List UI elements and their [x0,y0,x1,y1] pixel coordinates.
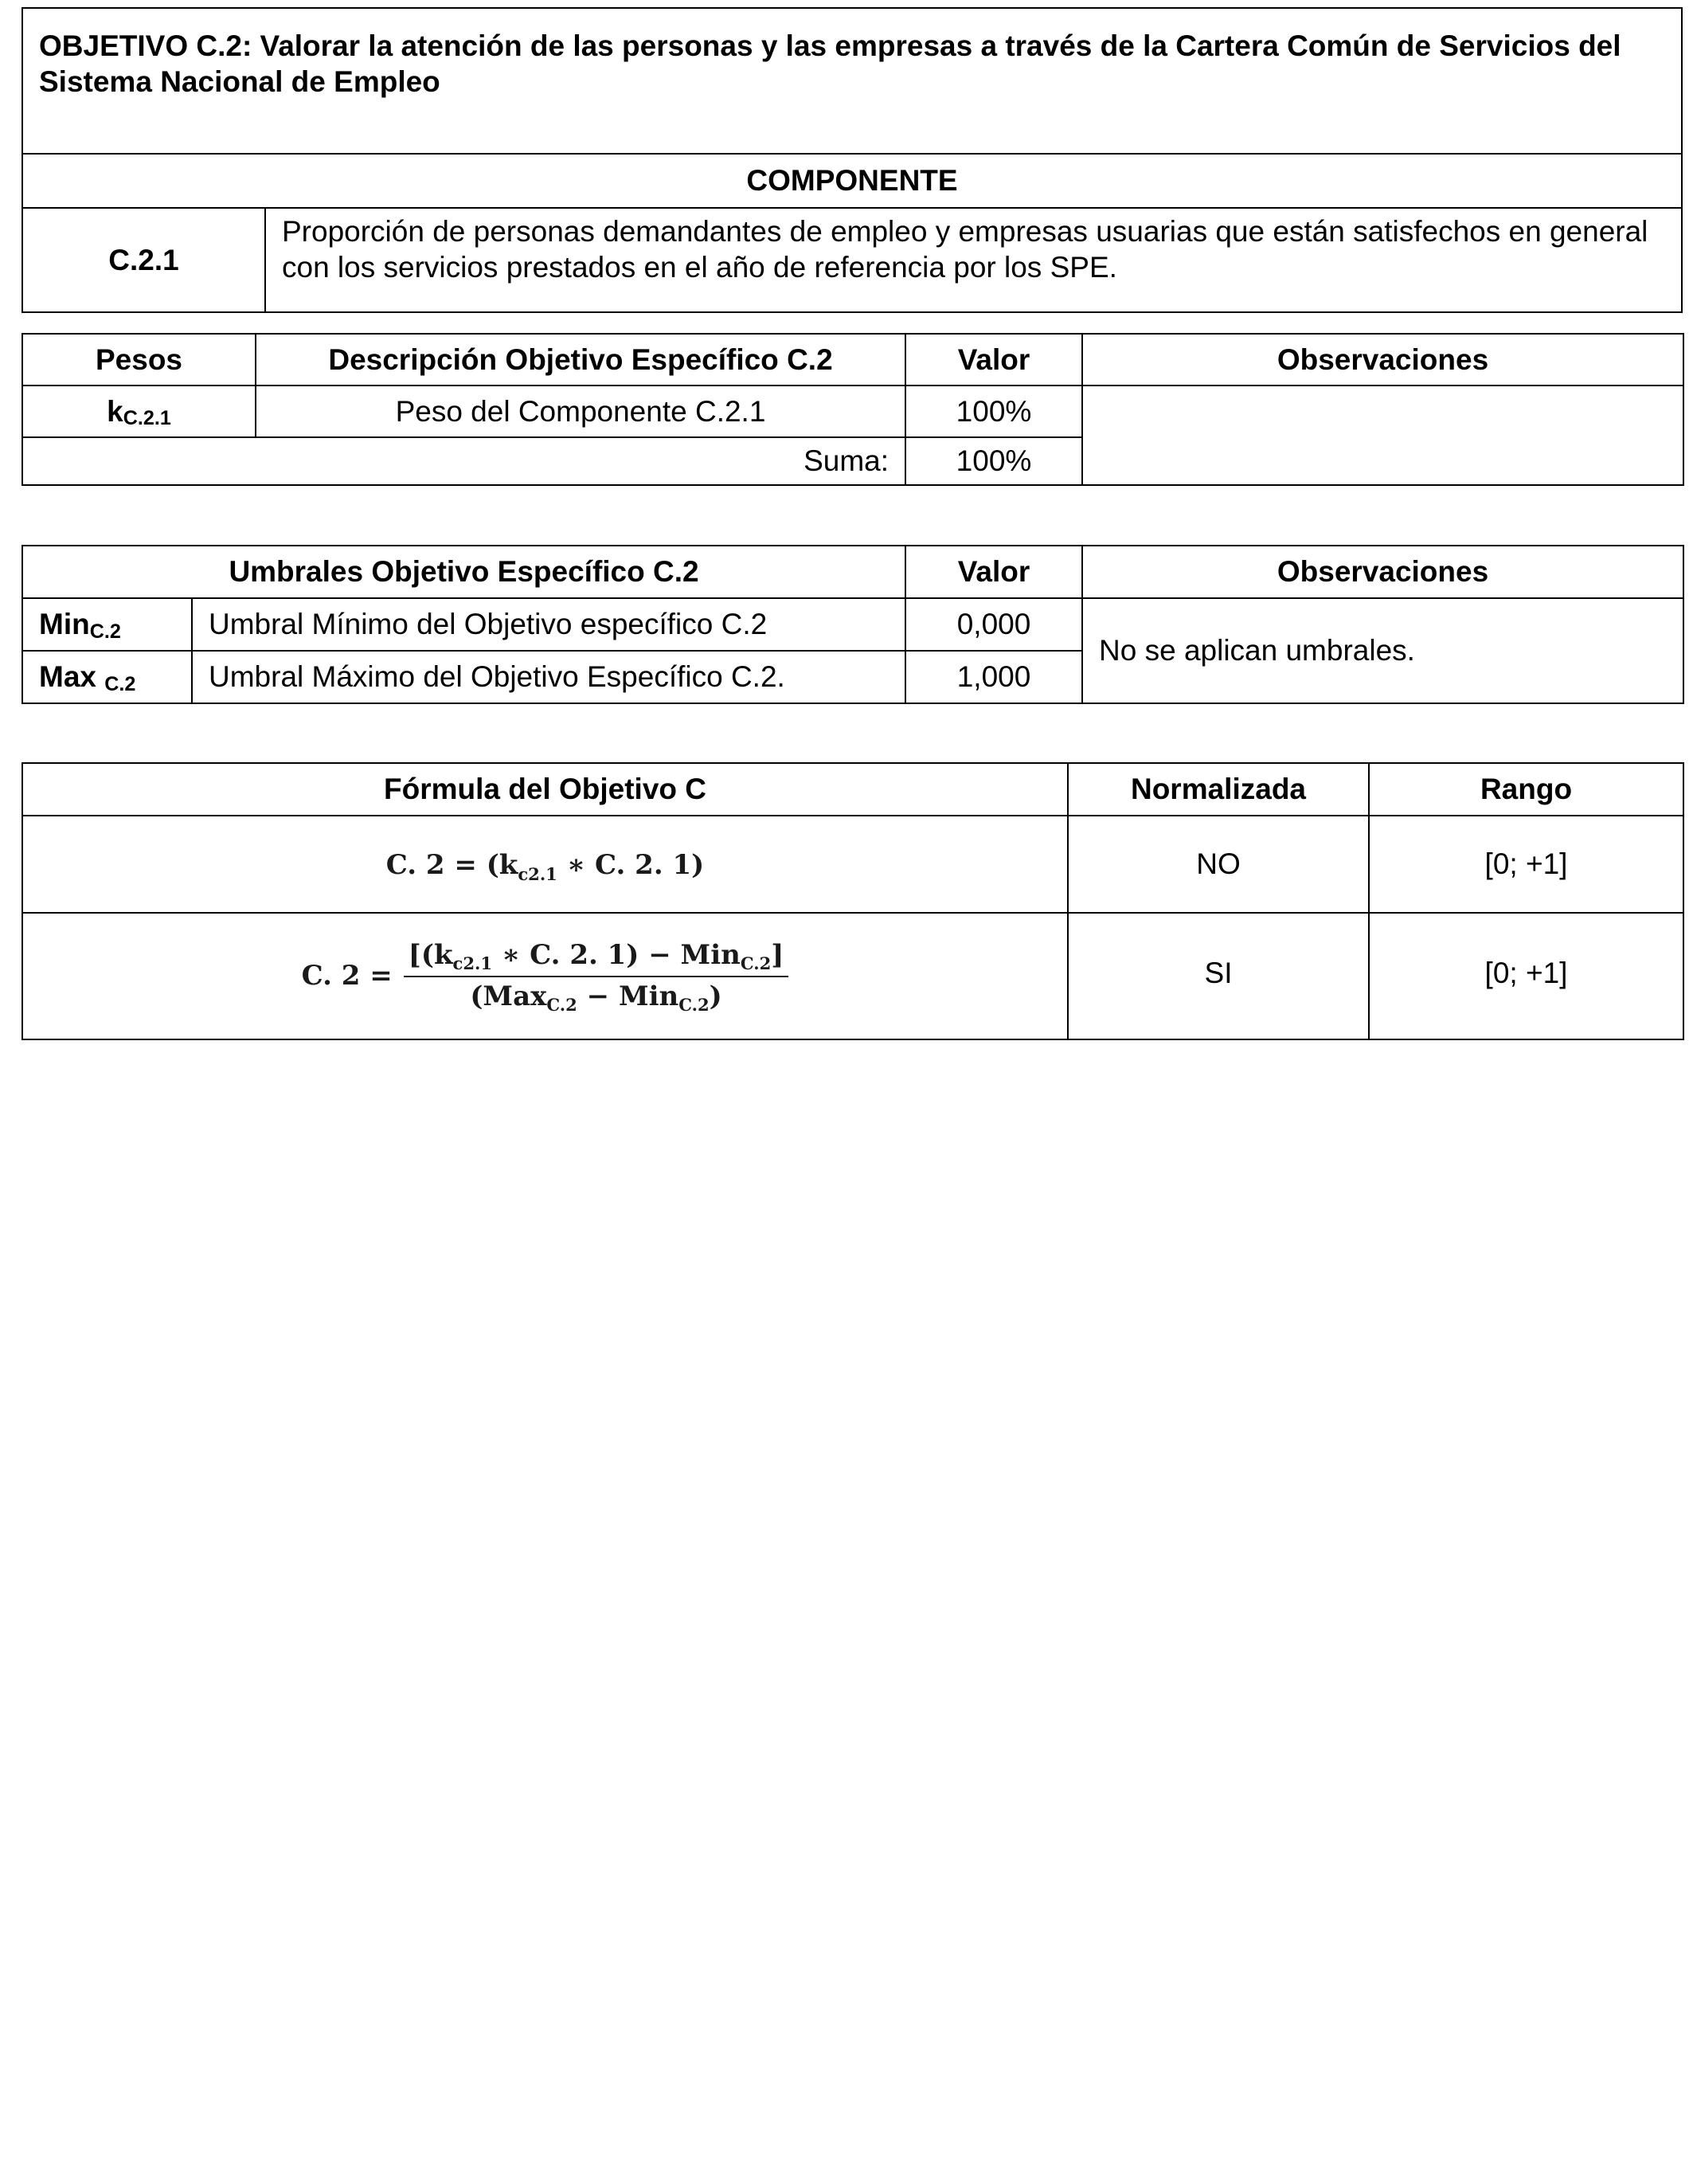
range-value: [0; +1] [1369,816,1683,913]
formula-not-normalized [386,849,705,882]
threshold-min-symbol-sub: C.2 [89,620,121,643]
denominator-sub-b: C.2 [678,994,710,1015]
range-value: [0; +1] [1369,913,1683,1039]
weight-symbol-sub: C.2.1 [123,407,171,430]
thresholds-table [22,545,1684,704]
weights-observations [1082,386,1683,485]
formula-normalized [302,939,789,1013]
header-observaciones: Observaciones [1082,546,1683,598]
weight-symbol-main: k [107,394,123,428]
threshold-min-symbol-main: Min [39,608,90,641]
numerator-sub-b: C.2 [740,953,772,974]
component-header: COMPONENTE [22,154,1682,208]
header-umbrales: Umbrales Objetivo Específico C.2 [22,546,905,598]
weight-value: 100% [905,386,1082,437]
sum-value: 100% [905,437,1082,485]
sum-label: Suma: [22,437,905,485]
formula-fraction [404,939,789,1013]
objective-table [22,7,1683,313]
formula-numerator [404,939,789,977]
formula-table [22,762,1684,1040]
threshold-max-symbol-main: Max [39,660,105,694]
component-description: Proporción de personas demandantes de empleo y empresas usuarias que están satisfechos en general con los servicios prestados en el año de referencia por los SPE. [265,208,1682,312]
threshold-max-value: 1,000 [905,651,1082,703]
threshold-min-description: Umbral Mínimo del Objetivo específico C.2 [192,598,905,651]
formula-rhs: ∗ C. 2. 1) [557,849,705,882]
header-valor: Valor [905,546,1082,598]
formula-lhs: C. 2 = [301,959,393,992]
thresholds-observations: No se aplican umbrales. [1082,598,1683,703]
normalized-value: SI [1068,913,1369,1039]
header-descripcion: Descripción Objetivo Específico C.2 [256,334,905,386]
header-valor: Valor [905,334,1082,386]
denominator-part-c: ) [709,980,722,1012]
numerator-part-a: [(k [408,939,453,972]
weight-symbol [22,386,256,437]
threshold-min-symbol [22,598,192,651]
threshold-max-symbol [22,651,192,703]
threshold-min-value: 0,000 [905,598,1082,651]
formula-cell-normalized [22,913,1068,1039]
formula-cell-not-normalized [22,816,1068,913]
weight-description: Peso del Componente C.2.1 [256,386,905,437]
numerator-sub-a: c2.1 [452,953,493,974]
weights-table [22,333,1684,486]
denominator-sub-a: C.2 [546,994,577,1015]
formula-lhs: C. 2 = (k [385,849,518,882]
component-code: C.2.1 [22,208,265,312]
header-formula: Fórmula del Objetivo C [22,763,1068,816]
numerator-part-b: ∗ C. 2. 1) − Min [492,939,741,972]
formula-sub: c2.1 [518,863,557,884]
normalized-value: NO [1068,816,1369,913]
objective-title: OBJETIVO C.2: Valorar la atención de las personas y las empresas a través de la Cartera Común de Servicios del Sistema Nacional de Empleo [22,8,1682,154]
header-observaciones: Observaciones [1082,334,1683,386]
header-pesos: Pesos [22,334,256,386]
header-rango: Rango [1369,763,1683,816]
denominator-part-b: − Min [577,980,679,1012]
threshold-max-symbol-sub: C.2 [104,672,136,695]
header-normalizada: Normalizada [1068,763,1369,816]
numerator-part-c: ] [771,939,784,972]
denominator-part-a: (Max [470,980,547,1012]
threshold-max-description: Umbral Máximo del Objetivo Específico C.2. [192,651,905,703]
formula-denominator [465,977,726,1013]
